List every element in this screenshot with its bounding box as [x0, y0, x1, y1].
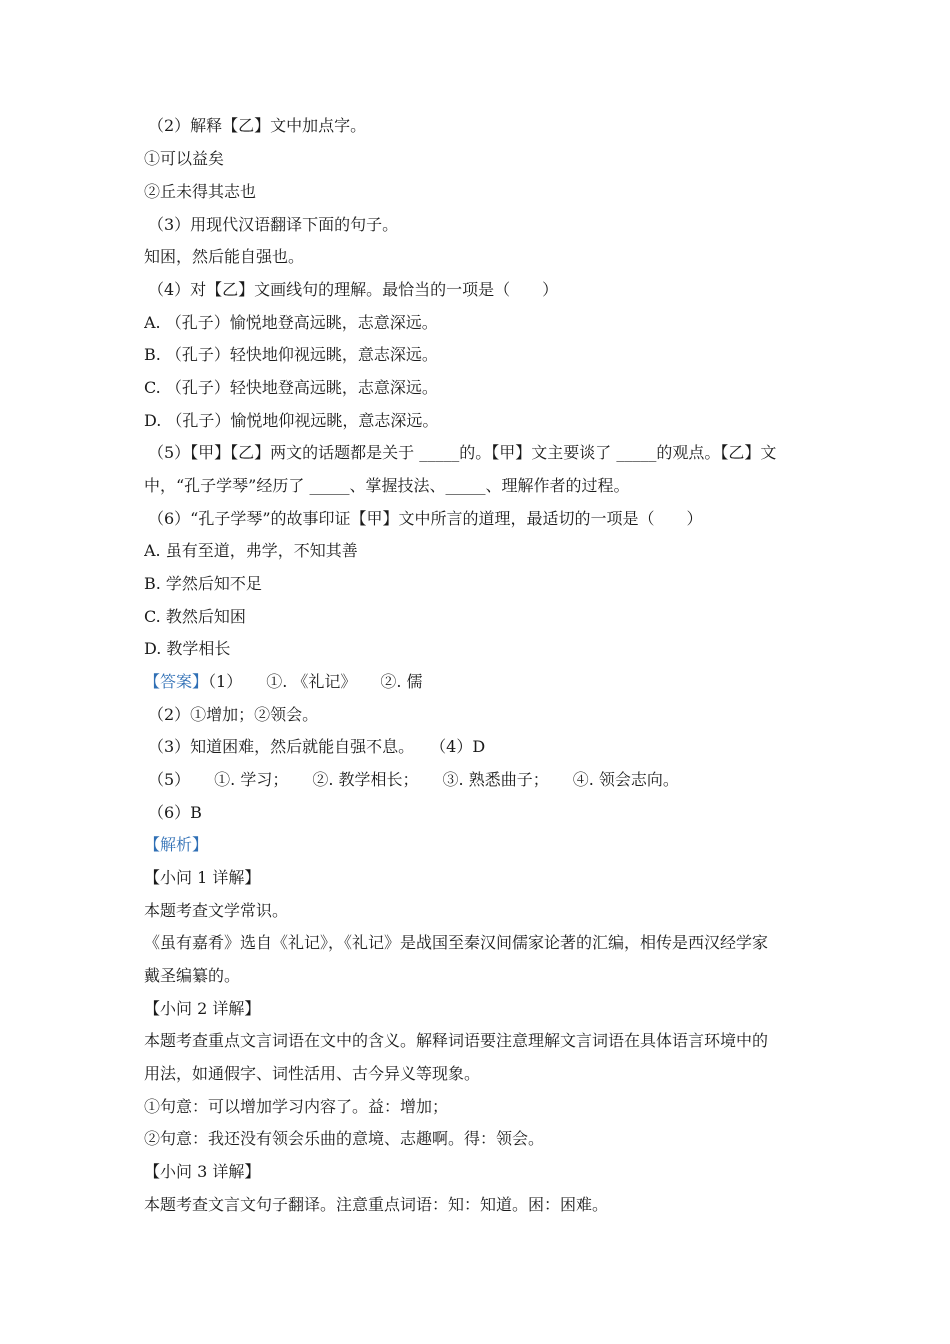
analysis-s1-line-1: 本题考查文学常识。 [144, 901, 289, 920]
analysis-tag [144, 833, 809, 857]
analysis-s2-line-2: 用法，如通假字、词性活用、古今异义等现象。 [144, 1064, 481, 1083]
q4-title: （4）对【乙】文画线句的理解。最恰当的一项是（ ） [148, 280, 559, 299]
q2-title: （2）解释【乙】文中加点字。 [148, 116, 367, 135]
q6-title: （6）“孔子学琴”的故事印证【甲】文中所言的道理，最适切的一项是（ ） [148, 509, 703, 528]
q2-item-1: ①可以益矣 [144, 149, 225, 168]
analysis-s3-line-1: 本题考查文言文句子翻译。注意重点词语：知：知道。困：困难。 [144, 1195, 609, 1214]
q4-option-b: B. （孔子）轻快地仰视远眺，意志深远。 [144, 345, 438, 364]
analysis-s3-heading: 【小问 3 详解】 [144, 1162, 261, 1181]
q3-title: （3）用现代汉语翻译下面的句子。 [148, 215, 399, 234]
q3-sentence: 知困，然后能自强也。 [144, 247, 305, 266]
answer-line-1 [144, 670, 809, 694]
analysis-s1-heading: 【小问 1 详解】 [144, 868, 261, 887]
analysis-s2-line-3: ①句意：可以增加学习内容了。益：增加； [144, 1097, 449, 1116]
analysis-s1-line-3: 戴圣编纂的。 [144, 966, 241, 985]
q2-item-2: ②丘未得其志也 [144, 182, 257, 201]
q6-option-a: A. 虽有至道，弗学，不知其善 [144, 541, 358, 560]
analysis-s1-line-2: 《虽有嘉肴》选自《礼记》，《礼记》是战国至秦汉间儒家论著的汇编，相传是西汉经学家 [144, 933, 769, 952]
q5-line-1: （5）【甲】【乙】两文的话题都是关于 _____的。【甲】文主要谈了 _____的观点。【乙】文 [148, 443, 777, 462]
q6-option-b: B. 学然后知不足 [144, 574, 262, 593]
q4-option-d: D. （孔子）愉悦地仰视远眺，意志深远。 [144, 411, 439, 430]
q4-option-a: A. （孔子）愉悦地登高远眺，志意深远。 [144, 313, 438, 332]
answer-tag: 【答案】 [144, 672, 209, 691]
q4-option-c: C. （孔子）轻快地登高远眺，志意深远。 [144, 378, 438, 397]
answer-5: （5） ①. 学习； ②. 教学相长； ③. 熟悉曲子； ④. 领会志向。 [148, 770, 679, 789]
answer-2: （2）①增加；②领会。 [148, 705, 319, 724]
analysis-s2-line-4: ②句意：我还没有领会乐曲的意境、志趣啊。得：领会。 [144, 1129, 545, 1148]
q5-line-2: 中，“孔子学琴”经历了 _____、掌握技法、_____、理解作者的过程。 [144, 476, 630, 495]
answer-6: （6）B [148, 803, 202, 822]
answer-3-4: （3）知道困难，然后就能自强不息。 （4）D [148, 737, 486, 756]
analysis-s2-heading: 【小问 2 详解】 [144, 999, 261, 1018]
analysis-s2-line-1: 本题考查重点文言词语在文中的含义。解释词语要注意理解文言词语在具体语言环境中的 [144, 1031, 769, 1050]
q6-option-c: C. 教然后知困 [144, 607, 246, 626]
q6-option-d: D. 教学相长 [144, 639, 231, 658]
analysis-tag-text: 【解析】 [144, 835, 209, 854]
answer-1: （1） ①. 《礼记》 ②. 儒 [208, 672, 423, 691]
